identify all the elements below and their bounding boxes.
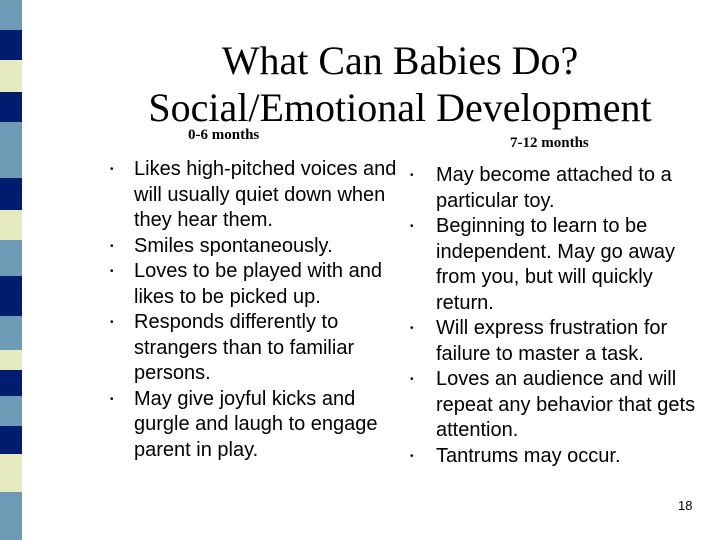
decorative-color-strip	[0, 0, 22, 540]
list-item	[410, 214, 710, 316]
bullet-icon: •	[410, 450, 414, 462]
bullet-icon: •	[110, 240, 114, 252]
list-item-text: Loves to be played with and likes to be picked up.	[134, 260, 382, 308]
list-item	[410, 367, 710, 444]
bullet-icon: •	[110, 164, 114, 175]
right-column	[410, 163, 710, 469]
list-item	[110, 387, 400, 464]
list-item	[410, 444, 710, 470]
list-item-text: Beginning to learn to be independent. May go away from you, but will quickly return.	[436, 215, 676, 314]
strip-block	[0, 396, 22, 426]
strip-block	[0, 210, 22, 240]
left-column	[110, 157, 400, 463]
list-item	[410, 316, 710, 367]
slide-title-line-1: What Can Babies Do?	[221, 38, 579, 83]
strip-block	[0, 122, 22, 178]
strip-block	[0, 0, 22, 30]
bullet-icon: •	[110, 393, 114, 405]
bullet-icon: •	[410, 170, 414, 181]
list-item-text: Smiles spontaneously.	[134, 234, 333, 257]
bullet-icon: •	[410, 221, 414, 232]
list-item-text: Tantrums may occur.	[436, 444, 621, 467]
bullet-icon: •	[110, 266, 114, 277]
list-item-text: May give joyful kicks and gurgle and laugh to engage parent in play.	[134, 387, 378, 461]
strip-block	[0, 178, 22, 210]
strip-block	[0, 30, 22, 60]
list-item	[110, 310, 400, 387]
list-item-text: Likes high-pitched voices and will usually quiet down when they hear them.	[134, 158, 397, 231]
left-column-heading: 0-6 months	[188, 127, 260, 143]
bullet-icon: •	[410, 374, 414, 385]
bullet-icon: •	[410, 323, 414, 334]
list-item-text: Responds differently to strangers than to familiar persons.	[134, 311, 355, 384]
page-number: 18	[678, 498, 693, 513]
bullet-icon: •	[110, 317, 114, 328]
list-item-text: Will express frustration for failure to master a task.	[436, 317, 668, 365]
list-item	[110, 259, 400, 310]
list-item-text: May become attached to a particular toy.	[436, 164, 672, 212]
strip-block	[0, 426, 22, 454]
list-item	[410, 163, 710, 214]
list-item	[110, 157, 400, 234]
strip-block	[0, 454, 22, 492]
list-item-text: Loves an audience and will repeat any behavior that gets attention.	[436, 368, 696, 441]
slide-title-line-2: Social/Emotional Development	[148, 85, 652, 130]
strip-block	[0, 60, 22, 92]
strip-block	[0, 492, 22, 540]
strip-block	[0, 350, 22, 370]
strip-block	[0, 370, 22, 396]
strip-block	[0, 92, 22, 122]
strip-block	[0, 316, 22, 350]
right-bullet-list	[410, 163, 710, 469]
right-column-heading: 7-12 months	[510, 135, 589, 151]
list-item	[110, 234, 400, 260]
strip-block	[0, 276, 22, 316]
left-bullet-list	[110, 157, 400, 463]
strip-block	[0, 240, 22, 276]
